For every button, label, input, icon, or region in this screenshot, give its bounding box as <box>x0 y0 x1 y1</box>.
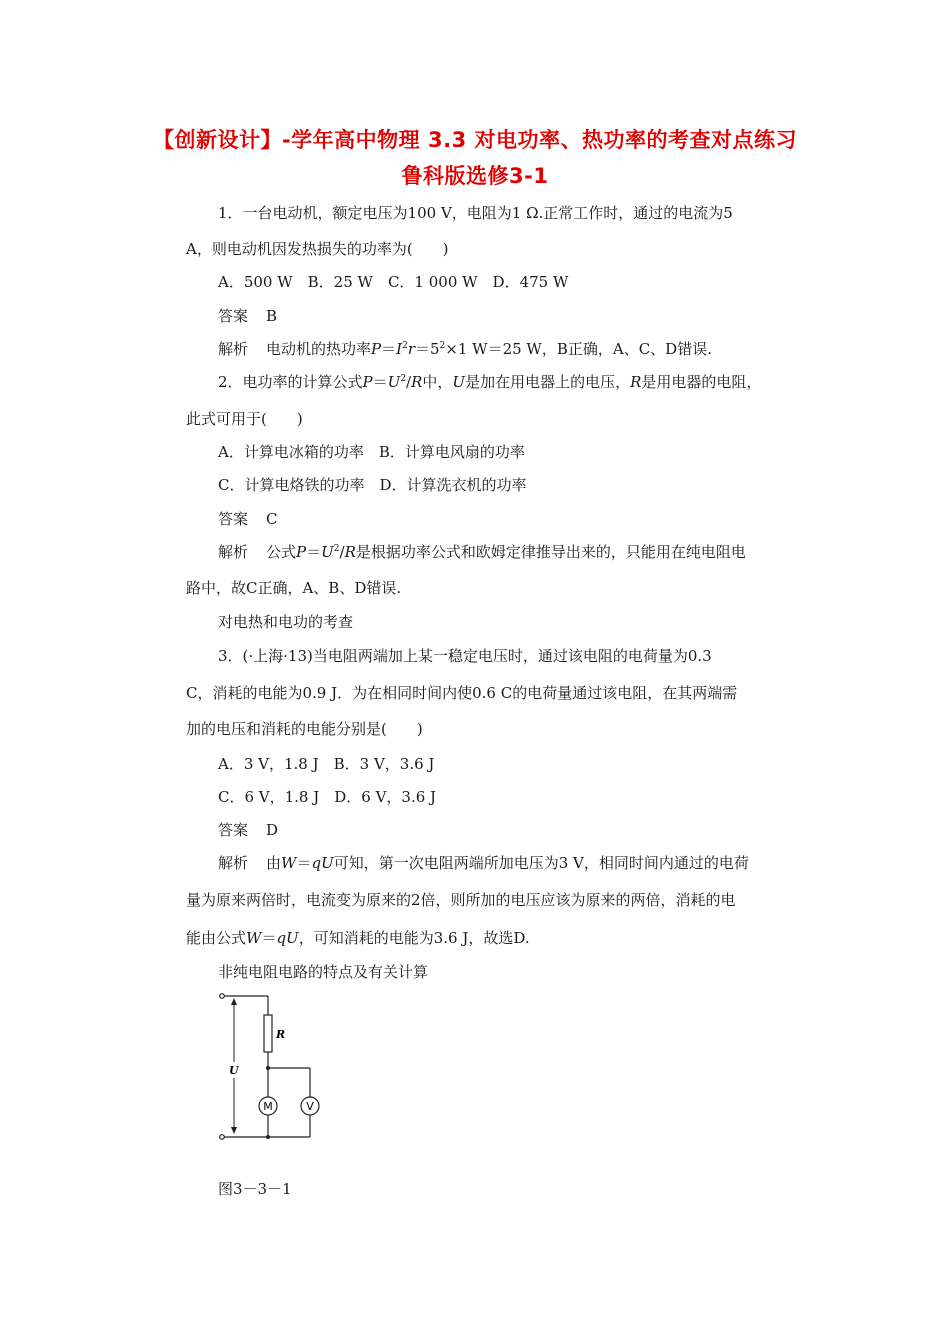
var-qU: qU <box>276 929 299 947</box>
circuit-diagram <box>212 988 332 1144</box>
var-P: P <box>371 340 382 358</box>
answer-value: B <box>266 307 278 325</box>
figure-caption: 图3－3－1 <box>218 1180 292 1198</box>
analysis-label: 解析 <box>218 854 249 872</box>
terminal-bottom <box>220 1135 225 1140</box>
var-P: P <box>296 543 307 561</box>
superscript: 2 <box>439 341 446 351</box>
terminal-top <box>220 994 225 999</box>
arrow-head-top <box>231 998 237 1005</box>
q1-stem-line2: A，则电动机因发热损失的功率为( ) <box>186 240 449 258</box>
var-R: R <box>411 373 423 391</box>
analysis-eq: ＝ <box>381 340 397 358</box>
q1-options: A．500 W B．25 W C．1 000 W D．475 W <box>218 273 569 291</box>
analysis-label: 解析 <box>218 340 249 358</box>
analysis-text: 是根据功率公式和欧姆定律推导出来的，只能用在纯电阻电 <box>355 543 746 561</box>
analysis-text: ，可知消耗的电能为3.6 J，故选D. <box>298 929 530 947</box>
analysis-text: ＝ <box>261 929 277 947</box>
var-W: W <box>281 854 297 872</box>
analysis-text: 能由公式 <box>186 929 247 947</box>
q1-stem-line1: 1．一台电动机，额定电压为100 V，电阻为1 Ω.正常工作时，通过的电流为5 <box>218 204 733 222</box>
q3-stem-line1: 3．(·上海·13)当电阻两端加上某一稳定电压时，通过该电阻的电荷量为0.3 <box>218 647 712 665</box>
analysis-text: 公式 <box>266 543 297 561</box>
q2-stem-line2: 此式可用于( ) <box>186 410 303 428</box>
analysis-text: / <box>339 543 345 561</box>
q2-text: 是用电器的电阻， <box>641 373 762 391</box>
q2-text: 2．电功率的计算公式 <box>218 373 363 391</box>
q3-stem-line2: C，消耗的电能为0.9 J．为在相同时间内使0.6 C的电荷量通过该电阻，在其两端需 <box>186 684 738 702</box>
var-U: U <box>387 373 401 391</box>
q1-answer <box>218 306 277 326</box>
q3-analysis-line2: 量为原来两倍时，电流变为原来的2倍，则所加的电压应该为原来的两倍，消耗的电 <box>186 891 736 909</box>
section-heading: 对电热和电功的考查 <box>218 613 354 631</box>
label-U: U <box>229 1064 239 1077</box>
var-I: I <box>396 340 403 358</box>
analysis-text: 电动机的热功率 <box>266 340 372 358</box>
q2-text: / <box>406 373 412 391</box>
label-V: V <box>306 1100 314 1113</box>
q2-stem-line1 <box>218 372 761 392</box>
arrow-head-bottom <box>231 1127 237 1134</box>
var-r: r <box>407 340 415 358</box>
section-heading: 非纯电阻电路的特点及有关计算 <box>218 963 429 981</box>
q3-analysis-line1 <box>218 853 749 873</box>
analysis-text: ＝ <box>296 854 312 872</box>
superscript: 2 <box>402 341 408 351</box>
var-R: R <box>344 543 356 561</box>
var-U: U <box>321 543 334 561</box>
answer-value: D <box>266 821 279 839</box>
junction-dot <box>266 1135 270 1139</box>
q2-text: 中， <box>422 373 453 391</box>
var-P: P <box>362 373 373 391</box>
analysis-text: ＝ <box>306 543 322 561</box>
junction-dot <box>266 1066 270 1070</box>
analysis-text: ＝5 <box>414 340 440 358</box>
document-title-line1: 【创新设计】-学年高中物理 3.3 对电功率、热功率的考查对点练习 <box>152 128 798 152</box>
q2-analysis-line2: 路中，故C正确，A、B、D错误. <box>186 579 402 597</box>
q3-options-line2: C．6 V，1.8 J D．6 V，3.6 J <box>218 788 437 806</box>
analysis-text: 可知，第一次电阻两端所加电压为3 V，相同时间内通过的电荷 <box>333 854 749 872</box>
analysis-label: 解析 <box>218 543 249 561</box>
q1-analysis <box>218 339 712 359</box>
q2-answer <box>218 509 278 529</box>
label-M: M <box>263 1100 273 1113</box>
q3-analysis-line3 <box>186 928 530 948</box>
label-R: R <box>276 1028 286 1041</box>
q3-stem-line3: 加的电压和消耗的电能分别是( ) <box>186 720 423 738</box>
document-title-line2: 鲁科版选修3-1 <box>401 164 549 188</box>
answer-label: 答案 <box>218 821 249 839</box>
analysis-text: ×1 W＝25 W，B正确，A、C、D错误. <box>445 340 712 358</box>
q2-options-line1: A．计算电冰箱的功率 B．计算电风扇的功率 <box>218 443 525 461</box>
superscript: 2 <box>333 544 340 554</box>
var-R: R <box>630 373 642 391</box>
q2-analysis-line1 <box>218 542 746 562</box>
q3-options-line1: A．3 V，1.8 J B．3 V，3.6 J <box>218 755 435 773</box>
var-W: W <box>246 929 262 947</box>
q2-options-line2: C．计算电烙铁的功率 D．计算洗衣机的功率 <box>218 476 527 494</box>
answer-label: 答案 <box>218 510 249 528</box>
q2-text: 是加在用电器上的电压， <box>465 373 631 391</box>
q3-answer <box>218 820 278 840</box>
q2-text: ＝ <box>372 373 388 391</box>
answer-label: 答案 <box>218 307 249 325</box>
var-qU: qU <box>311 854 334 872</box>
superscript: 2 <box>400 374 407 384</box>
analysis-text: 由 <box>266 854 282 872</box>
var-U: U <box>452 373 466 391</box>
answer-value: C <box>266 510 278 528</box>
resistor <box>264 1015 272 1052</box>
